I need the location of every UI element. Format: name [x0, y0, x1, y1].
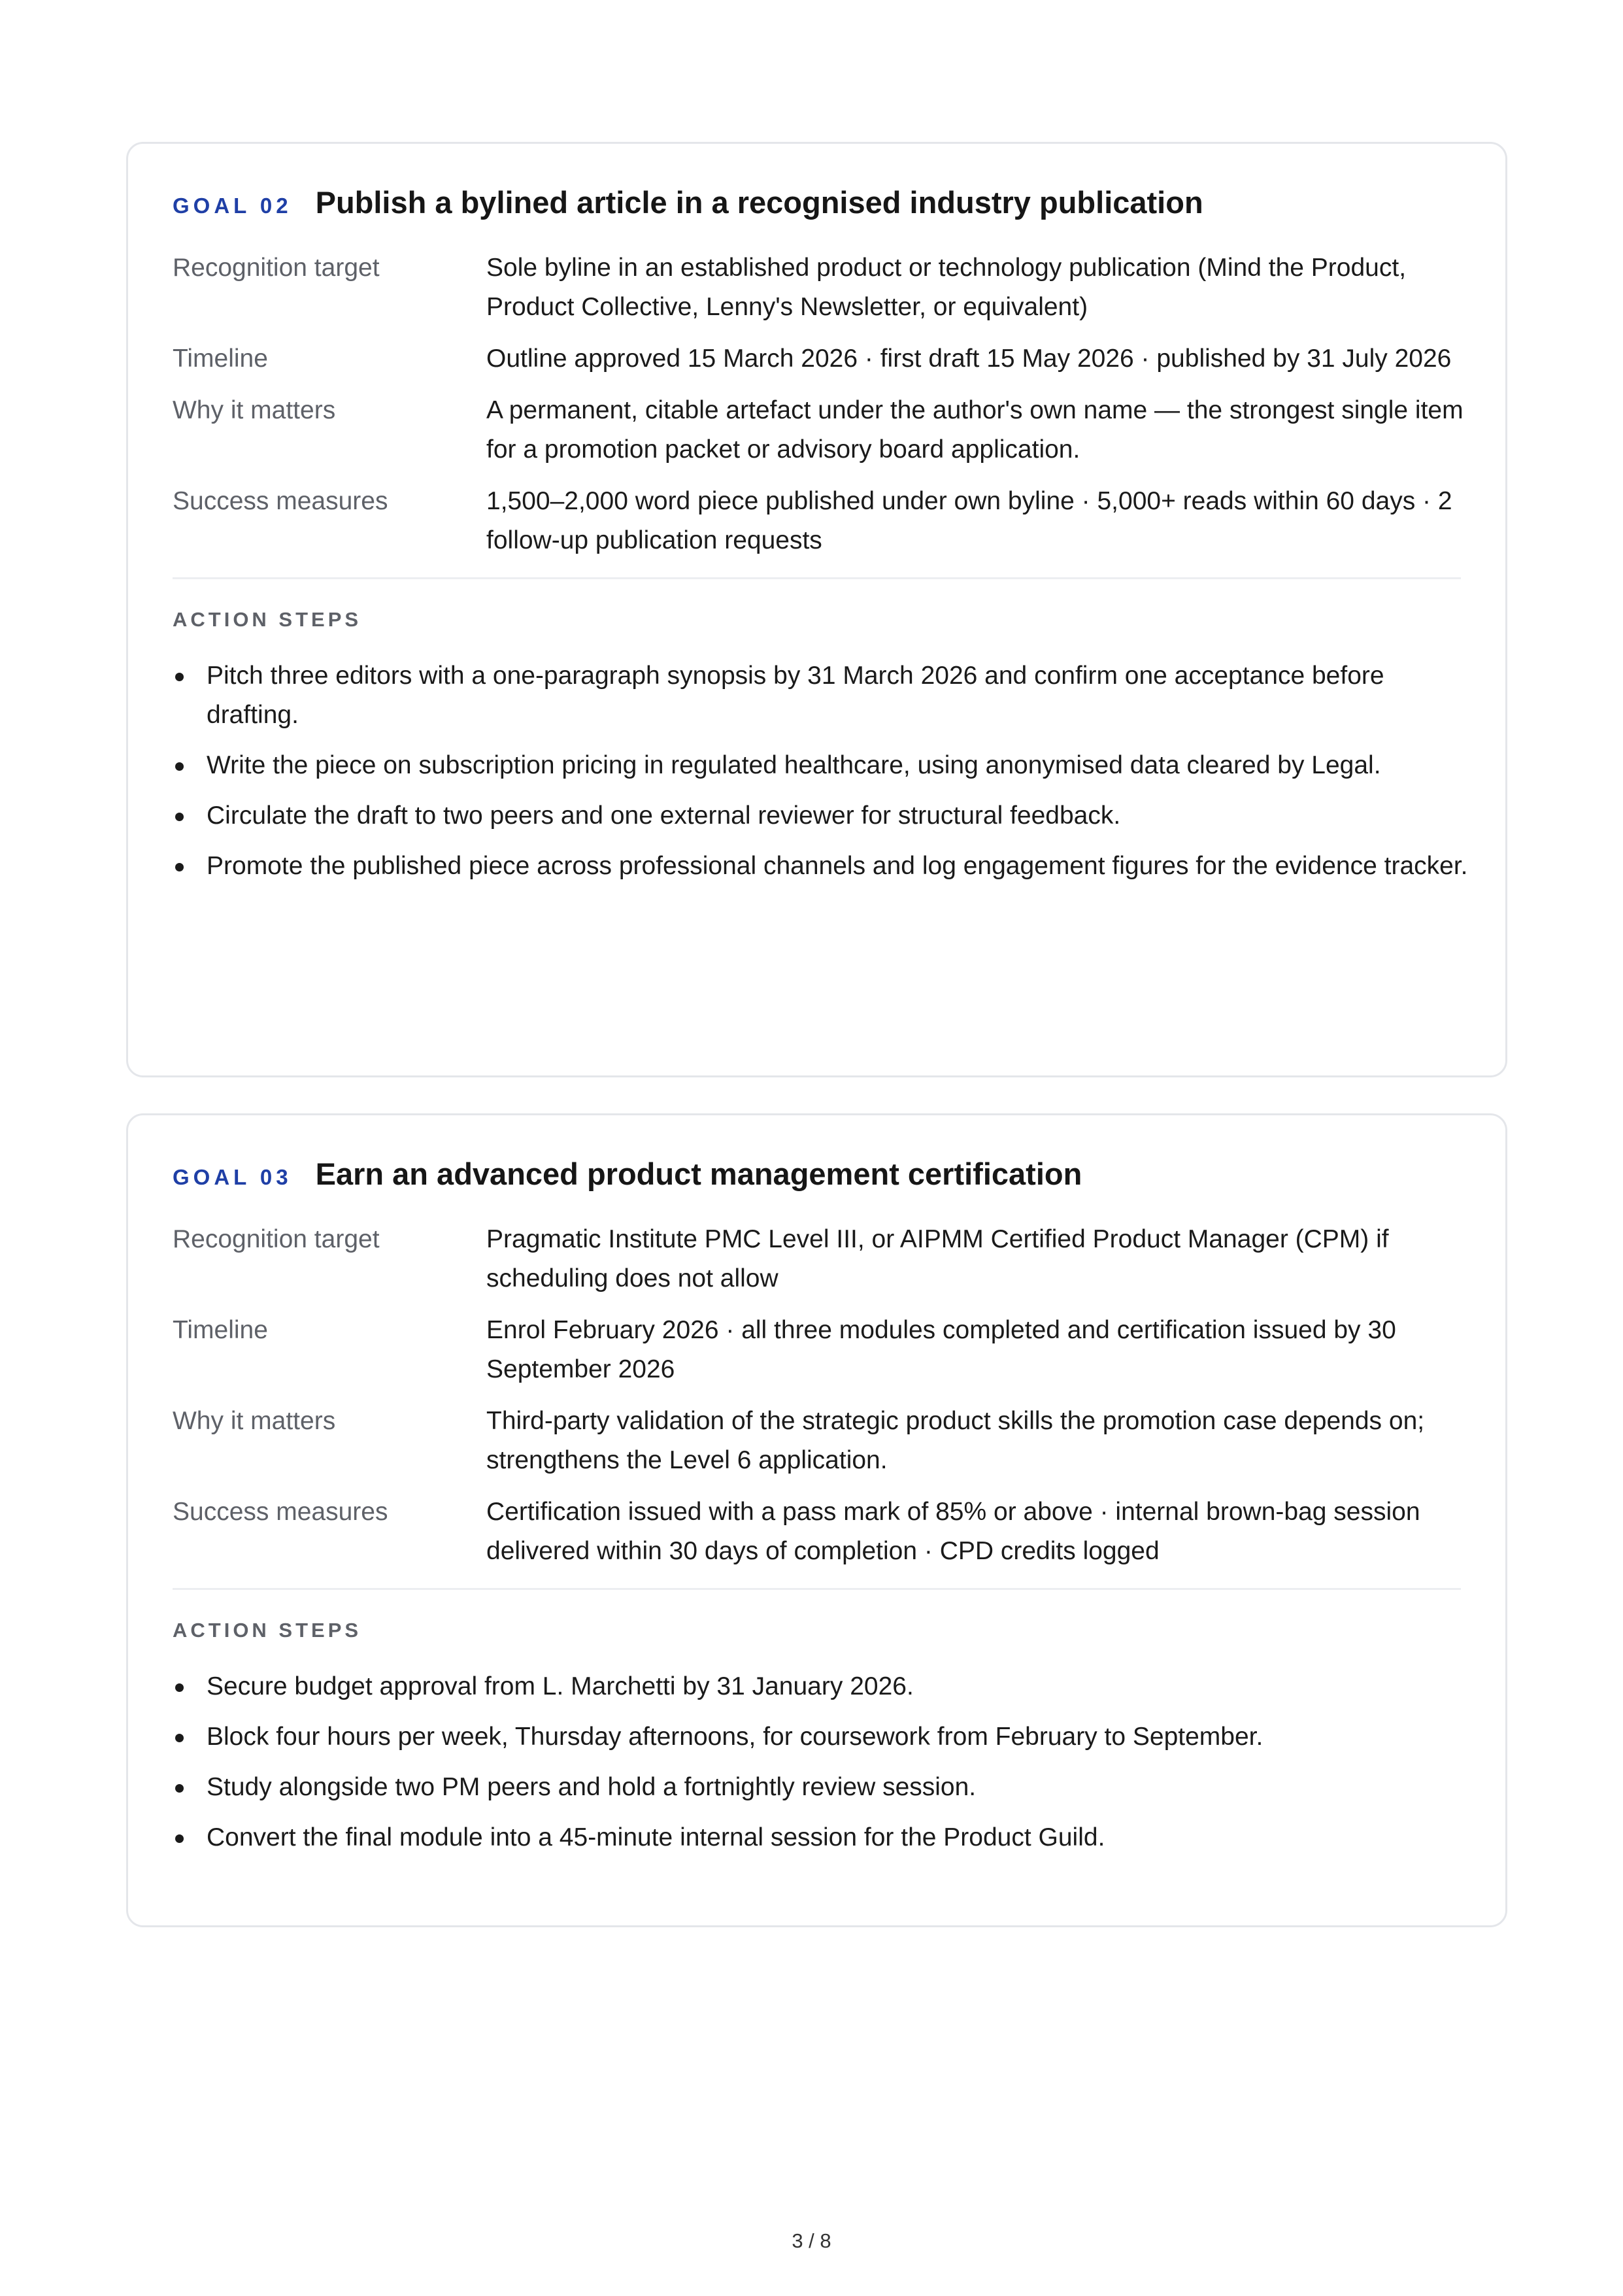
- detail-label: Timeline: [173, 345, 268, 373]
- bullet-icon: [175, 1683, 184, 1692]
- detail-value: Third-party validation of the strategic product skills the promotion case depends on; strengthens the Level 6 application.: [486, 1407, 1425, 1474]
- section-divider: [173, 577, 1461, 579]
- detail-row-timeline: [173, 1311, 1461, 1389]
- detail-label: Timeline: [173, 1316, 268, 1344]
- bullet-icon: [175, 1734, 184, 1742]
- goal-details: [173, 1220, 1461, 1571]
- action-steps-list: [173, 656, 1468, 886]
- detail-value: Certification issued with a pass mark of 85% or above · internal brown-bag session delivered within 30 days of completion · CPD credits logged: [486, 1498, 1420, 1565]
- detail-row-timeline: [173, 339, 1461, 379]
- action-step-text: Convert the final module into a 45-minute internal session for the Product Guild.: [207, 1823, 1105, 1851]
- goal-title: Publish a bylined article in a recognised industry publication: [315, 185, 1203, 220]
- detail-label: Recognition target: [173, 1225, 380, 1253]
- action-step-text: Pitch three editors with a one-paragraph synopsis by 31 March 2026 and confirm one acceptance before drafting.: [207, 662, 1384, 729]
- detail-value: 1,500–2,000 word piece published under own byline · 5,000+ reads within 60 days · 2 follow-up publication requests: [486, 487, 1452, 554]
- goal-03-card: [126, 1113, 1507, 1927]
- goal-title: Earn an advanced product management certification: [315, 1156, 1082, 1191]
- detail-row-success-measures: [173, 482, 1461, 560]
- action-step-text: Secure budget approval from L. Marchetti by 31 January 2026.: [207, 1672, 914, 1700]
- detail-row-success-measures: [173, 1493, 1461, 1571]
- detail-value: Sole byline in an established product or technology publication (Mind the Product, Product Collective, Lenny's Newsletter, or equivalent): [486, 254, 1407, 321]
- goal-code: GOAL 02: [173, 194, 292, 218]
- detail-label: Success measures: [173, 1498, 388, 1526]
- goal-header: [173, 184, 1461, 230]
- detail-value: Pragmatic Institute PMC Level III, or AIPMM Certified Product Manager (CPM) if scheduling does not allow: [486, 1225, 1389, 1292]
- bullet-icon: [175, 863, 184, 871]
- action-step: [173, 1818, 1468, 1857]
- action-steps-list: [173, 1667, 1461, 1857]
- bullet-icon: [175, 762, 184, 771]
- action-step: [173, 847, 1468, 886]
- detail-row-why-it-matters: [173, 1402, 1461, 1480]
- bullet-icon: [175, 813, 184, 821]
- action-step: [173, 1667, 1468, 1706]
- page-number: 3 / 8: [792, 2229, 831, 2252]
- section-divider: [173, 1588, 1461, 1590]
- action-step-text: Circulate the draft to two peers and one external reviewer for structural feedback.: [207, 802, 1121, 830]
- action-step-text: Block four hours per week, Thursday afternoons, for coursework from February to September.: [207, 1723, 1263, 1751]
- detail-row-why-it-matters: [173, 391, 1464, 469]
- action-step: [173, 656, 1468, 735]
- goal-header: [173, 1156, 1461, 1202]
- bullet-icon: [175, 1784, 184, 1793]
- action-steps-heading: ACTION STEPS: [173, 1619, 362, 1642]
- action-step: [173, 796, 1468, 836]
- detail-label: Recognition target: [173, 254, 380, 282]
- detail-value: A permanent, citable artefact under the author's own name — the strongest single item for a promotion packet or advisory board application.: [486, 396, 1464, 464]
- detail-value: Outline approved 15 March 2026 · first draft 15 May 2026 · published by 31 July 2026: [486, 345, 1452, 373]
- detail-value: Enrol February 2026 · all three modules completed and certification issued by 30 September 2026: [486, 1316, 1396, 1383]
- bullet-icon: [175, 673, 184, 681]
- detail-label: Why it matters: [173, 396, 336, 424]
- detail-row-recognition-target: [173, 1220, 1461, 1298]
- detail-label: Why it matters: [173, 1407, 336, 1435]
- action-step-text: Study alongside two PM peers and hold a fortnightly review session.: [207, 1773, 977, 1801]
- goal-details: [173, 248, 1464, 560]
- action-step: [173, 746, 1468, 785]
- action-step: [173, 1768, 1468, 1807]
- goal-code: GOAL 03: [173, 1165, 292, 1189]
- bullet-icon: [175, 1834, 184, 1843]
- goal-02-card: [126, 142, 1507, 1077]
- detail-label: Success measures: [173, 487, 388, 515]
- detail-row-recognition-target: [173, 248, 1461, 327]
- action-steps-heading: ACTION STEPS: [173, 608, 362, 631]
- action-step-text: Write the piece on subscription pricing in regulated healthcare, using anonymised data cleared by Legal.: [207, 751, 1381, 779]
- action-step: [173, 1717, 1468, 1757]
- action-step-text: Promote the published piece across professional channels and log engagement figures for the evidence tracker.: [207, 852, 1468, 880]
